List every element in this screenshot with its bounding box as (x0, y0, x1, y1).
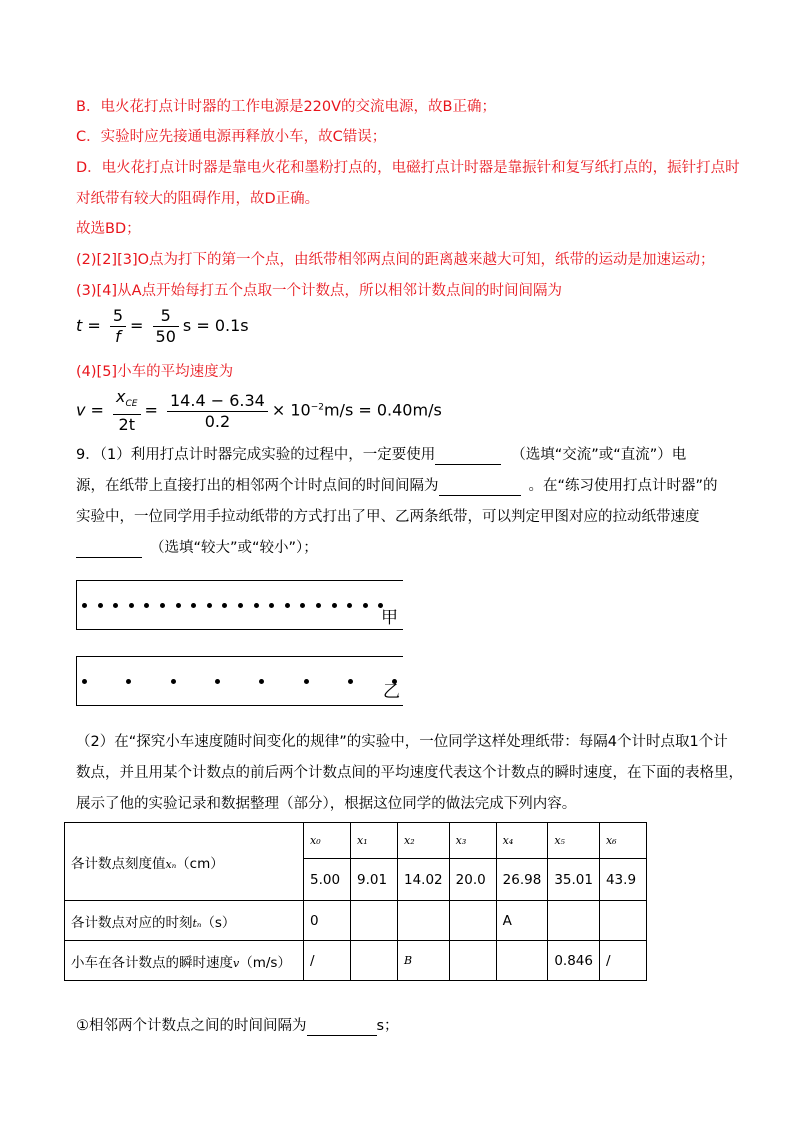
tape-dot (113, 603, 118, 608)
tape-dot (363, 603, 368, 608)
tape-dot (126, 679, 131, 684)
answer-line-d2: 对纸带有较大的阻碍作用，故D正确。 (76, 191, 320, 207)
tape-dot (144, 603, 149, 608)
tape-dot (269, 603, 274, 608)
row-label-speeds: 小车在各计数点的瞬时速度v（m/s） (65, 941, 304, 981)
table-cell: 0 (304, 901, 351, 941)
answer-line-c: C．实验时应先接通电源再释放小车，故C错误； (76, 129, 387, 145)
answer-part4: (4)[5]小车的平均速度为 (76, 364, 234, 380)
paper-tape-jia (76, 580, 403, 630)
answer-blank[interactable] (435, 464, 501, 465)
table-cell[interactable] (548, 901, 600, 941)
header-x0: x₀ (304, 823, 351, 859)
table-cell: 5.00 (304, 859, 351, 901)
paper-tape-yi (76, 656, 403, 706)
q9-line1: 9．（1）利用打点计时器完成实验的过程中，一定要使用 （选填“交流”或“直流”）电 (76, 447, 687, 463)
table-cell[interactable] (398, 901, 450, 941)
tape-label-jia: 甲 (381, 608, 398, 628)
data-table (64, 822, 647, 981)
table-cell[interactable] (449, 901, 496, 941)
answer-part2: (2)[2][3]O点为打下的第一个点，由纸带相邻两点间的距离越来越大可知，纸带的运动是加速运动； (76, 252, 715, 268)
tape-dot (238, 603, 243, 608)
table-cell: / (599, 941, 646, 981)
q9-part2-line3: 展示了他的实验记录和数据整理（部分），根据这位同学的做法完成下列内容。 (76, 796, 577, 812)
equation-average-speed: v = $\frac{x_{CE}}{2t}$ = $\frac{14.4 - 6.34}{0.2}$ × $10^{-2}m/s = 0.40m/s$ (76, 387, 442, 435)
table-cell: 14.02 (398, 859, 450, 901)
header-x3: x₃ (449, 823, 496, 859)
tape-dot (82, 603, 87, 608)
tape-dot (98, 603, 103, 608)
row-label-times: 各计数点对应的时刻tₙ（s） (65, 901, 304, 941)
tape-dot (348, 679, 353, 684)
tape-dot (304, 679, 309, 684)
tape-dot (316, 603, 321, 608)
table-cell: 0.846 (548, 941, 600, 981)
table-cell: 20.0 (449, 859, 496, 901)
header-x2: x₂ (398, 823, 450, 859)
table-cell[interactable] (496, 941, 548, 981)
table-cell: 35.01 (548, 859, 600, 901)
q9-part2-line1: （2）在“探究小车速度随时间变化的规律”的实验中，一位同学这样处理纸带：每隔4个计时点取1个计 (76, 734, 728, 750)
table-cell[interactable] (449, 941, 496, 981)
tape-dot (215, 679, 220, 684)
table-cell[interactable] (351, 901, 398, 941)
tape-dot (160, 603, 165, 608)
tape-dot (347, 603, 352, 608)
tape-dot (254, 603, 259, 608)
answer-blank[interactable] (307, 1035, 377, 1036)
table-cell: 9.01 (351, 859, 398, 901)
row-label-positions: 各计数点刻度值xₙ（cm） (65, 823, 304, 901)
q9-line4: （选填“较大”或“较小”）； (76, 538, 318, 558)
header-x1: x₁ (351, 823, 398, 859)
tape-dot (129, 603, 134, 608)
table-cell[interactable] (351, 941, 398, 981)
tape-label-yi: 乙 (383, 682, 400, 702)
header-x5: x₅ (548, 823, 600, 859)
tape-dot (222, 603, 227, 608)
tape-dot (82, 679, 87, 684)
equation-time-interval: t = $\frac{5}{f}$ = $\frac{5}{50}$ s = 0.1s (76, 306, 249, 346)
tape-dot (300, 603, 305, 608)
answer-blank[interactable] (76, 557, 142, 558)
table-cell: 26.98 (496, 859, 548, 901)
table-cell: 43.9 (599, 859, 646, 901)
tape-dot (171, 679, 176, 684)
q9-part2-line2: 数点，并且用某个计数点的前后两个计数点间的平均速度代表这个计数点的瞬时速度，在下面的表格里， (76, 765, 743, 781)
tape-dot (259, 679, 264, 684)
header-x4: x₄ (496, 823, 548, 859)
header-x6: x₆ (599, 823, 646, 859)
answer-line-d1: D．电火花打点计时器是靠电火花和墨粉打点的，电磁打点计时器是靠振针和复写纸打点的，振针打点时 (76, 160, 740, 176)
answer-part3: (3)[4]从A点开始每打五个点取一个计数点，所以相邻计数点间的时间间隔为 (76, 283, 562, 299)
q9-line2: 源，在纸带上直接打出的相邻两个计时点间的时间间隔为 。在“练习使用打点计时器”的 (76, 478, 718, 494)
table-cell: / (304, 941, 351, 981)
tape-dot (191, 603, 196, 608)
table-cell: A (496, 901, 548, 941)
table-cell: B (398, 941, 450, 981)
tape-dot (285, 603, 290, 608)
table-cell[interactable] (599, 901, 646, 941)
q9-line3: 实验中，一位同学用手拉动纸带的方式打出了甲、乙两条纸带，可以判定甲图对应的拉动纸带速度 (76, 509, 700, 525)
tape-dot (176, 603, 181, 608)
answer-line-b: B．电火花打点计时器的工作电源是220V的交流电源，故B正确； (76, 99, 496, 115)
tape-dot (332, 603, 337, 608)
answer-blank[interactable] (439, 495, 521, 496)
answer-choice: 故选BD； (76, 221, 141, 237)
q9-sub1: ①相邻两个计数点之间的时间间隔为 s； (76, 1018, 399, 1034)
tape-dot (207, 603, 212, 608)
